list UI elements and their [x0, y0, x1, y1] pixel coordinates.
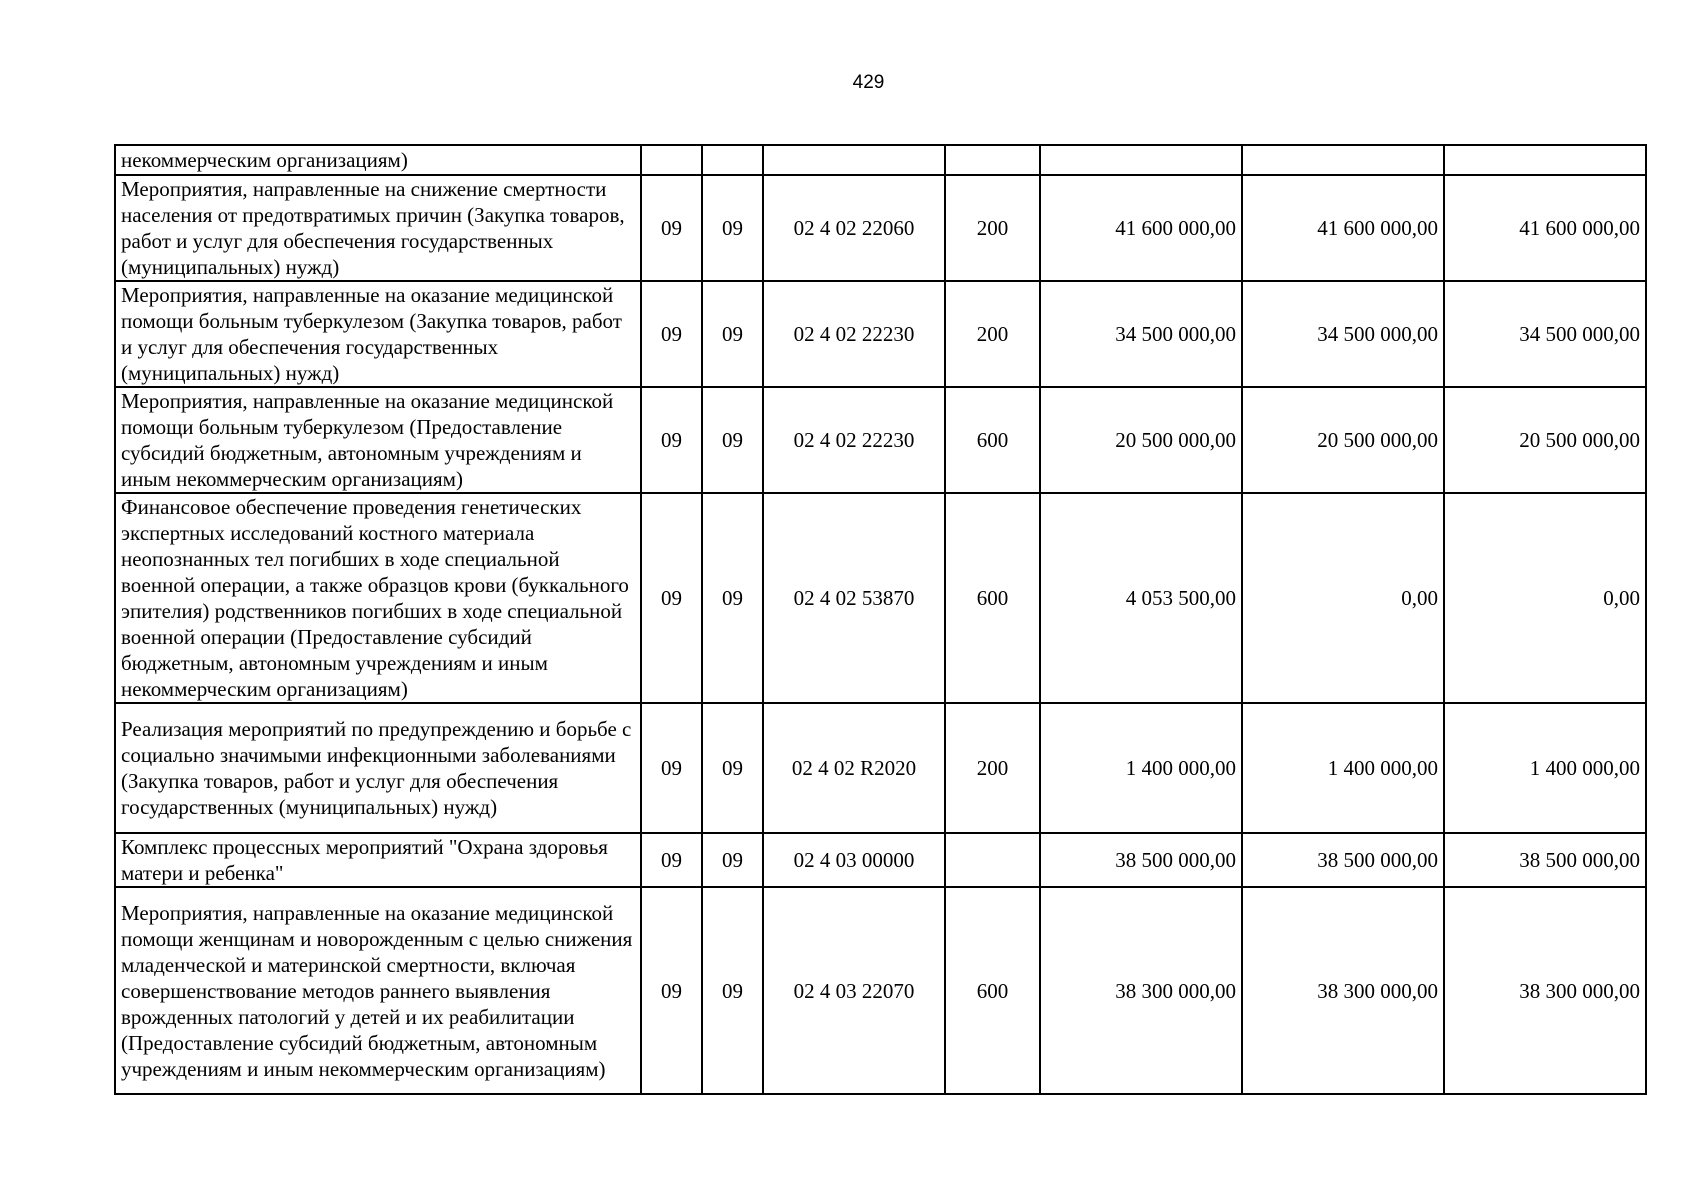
amount-year-2-cell: 1 400 000,00 — [1242, 703, 1444, 833]
section-code-cell: 09 — [641, 703, 702, 833]
subsection-code-cell: 09 — [702, 175, 763, 281]
subsection-code-cell: 09 — [702, 493, 763, 703]
amount-year-3-cell: 1 400 000,00 — [1444, 703, 1646, 833]
table-row — [115, 833, 1646, 887]
item-name-cell: Финансовое обеспечение проведения генетических экспертных исследований костного материала неопознанных тел погибших в ходе специальной военной операции, а также образцов крови (буккального эпителия) родственников погибших в ходе специальной военной операции (Предоставление субсидий бюджетным, автономным учреждениям и иным некоммерческим организациям) — [115, 493, 641, 703]
amount-year-3-cell: 38 300 000,00 — [1444, 887, 1646, 1094]
amount-year-2-cell: 34 500 000,00 — [1242, 281, 1444, 387]
target-article-cell: 02 4 02 53870 — [763, 493, 945, 703]
expense-type-cell — [945, 145, 1040, 175]
amount-year-1-cell: 41 600 000,00 — [1040, 175, 1242, 281]
table-row — [115, 281, 1646, 387]
subsection-code-cell: 09 — [702, 887, 763, 1094]
expense-type-cell: 600 — [945, 887, 1040, 1094]
table-row — [115, 703, 1646, 833]
table-row — [115, 145, 1646, 175]
amount-year-1-cell — [1040, 145, 1242, 175]
amount-year-3-cell: 0,00 — [1444, 493, 1646, 703]
target-article-cell: 02 4 02 22230 — [763, 281, 945, 387]
amount-year-2-cell: 20 500 000,00 — [1242, 387, 1444, 493]
target-article-cell: 02 4 02 22230 — [763, 387, 945, 493]
subsection-code-cell: 09 — [702, 387, 763, 493]
expense-type-cell: 200 — [945, 281, 1040, 387]
amount-year-3-cell: 38 500 000,00 — [1444, 833, 1646, 887]
amount-year-3-cell: 41 600 000,00 — [1444, 175, 1646, 281]
item-name-cell: Мероприятия, направленные на оказание медицинской помощи больным туберкулезом (Предоставление субсидий бюджетным, автономным учреждениям и иным некоммерческим организациям) — [115, 387, 641, 493]
subsection-code-cell: 09 — [702, 703, 763, 833]
expense-type-cell: 200 — [945, 703, 1040, 833]
subsection-code-cell: 09 — [702, 833, 763, 887]
item-name-cell: Мероприятия, направленные на оказание медицинской помощи женщинам и новорожденным с целью снижения младенческой и материнской смертности, включая совершенствование методов раннего выявления врожденных патологий у детей и их реабилитации (Предоставление субсидий бюджетным, автономным учреждениям и иным некоммерческим организациям) — [115, 887, 641, 1094]
amount-year-1-cell: 38 300 000,00 — [1040, 887, 1242, 1094]
section-code-cell: 09 — [641, 493, 702, 703]
amount-year-1-cell: 1 400 000,00 — [1040, 703, 1242, 833]
budget-table-body — [115, 145, 1646, 1094]
item-name-cell: Мероприятия, направленные на оказание медицинской помощи больным туберкулезом (Закупка товаров, работ и услуг для обеспечения государственных (муниципальных) нужд) — [115, 281, 641, 387]
item-name-cell: Комплекс процессных мероприятий "Охрана здоровья матери и ребенка" — [115, 833, 641, 887]
amount-year-2-cell: 0,00 — [1242, 493, 1444, 703]
amount-year-1-cell: 20 500 000,00 — [1040, 387, 1242, 493]
subsection-code-cell — [702, 145, 763, 175]
amount-year-1-cell: 34 500 000,00 — [1040, 281, 1242, 387]
table-row — [115, 175, 1646, 281]
target-article-cell — [763, 145, 945, 175]
section-code-cell: 09 — [641, 175, 702, 281]
target-article-cell: 02 4 03 00000 — [763, 833, 945, 887]
section-code-cell: 09 — [641, 833, 702, 887]
section-code-cell: 09 — [641, 387, 702, 493]
target-article-cell: 02 4 03 22070 — [763, 887, 945, 1094]
amount-year-2-cell: 41 600 000,00 — [1242, 175, 1444, 281]
subsection-code-cell: 09 — [702, 281, 763, 387]
item-name-cell: Мероприятия, направленные на снижение смертности населения от предотвратимых причин (Закупка товаров, работ и услуг для обеспечения государственных (муниципальных) нужд) — [115, 175, 641, 281]
amount-year-1-cell: 38 500 000,00 — [1040, 833, 1242, 887]
target-article-cell: 02 4 02 R2020 — [763, 703, 945, 833]
section-code-cell: 09 — [641, 281, 702, 387]
section-code-cell: 09 — [641, 887, 702, 1094]
expense-type-cell: 200 — [945, 175, 1040, 281]
table-row — [115, 493, 1646, 703]
amount-year-3-cell — [1444, 145, 1646, 175]
expense-type-cell: 600 — [945, 493, 1040, 703]
expense-type-cell: 600 — [945, 387, 1040, 493]
page-number: 429 — [852, 72, 885, 93]
amount-year-3-cell: 34 500 000,00 — [1444, 281, 1646, 387]
budget-table — [114, 144, 1647, 1095]
table-row — [115, 387, 1646, 493]
expense-type-cell — [945, 833, 1040, 887]
amount-year-2-cell: 38 500 000,00 — [1242, 833, 1444, 887]
amount-year-1-cell: 4 053 500,00 — [1040, 493, 1242, 703]
target-article-cell: 02 4 02 22060 — [763, 175, 945, 281]
item-name-cell: некоммерческим организациям) — [115, 145, 641, 175]
item-name-cell: Реализация мероприятий по предупреждению и борьбе с социально значимыми инфекционными заболеваниями (Закупка товаров, работ и услуг для обеспечения государственных (муниципальных) нужд) — [115, 703, 641, 833]
amount-year-2-cell: 38 300 000,00 — [1242, 887, 1444, 1094]
section-code-cell — [641, 145, 702, 175]
amount-year-2-cell — [1242, 145, 1444, 175]
table-row — [115, 887, 1646, 1094]
amount-year-3-cell: 20 500 000,00 — [1444, 387, 1646, 493]
